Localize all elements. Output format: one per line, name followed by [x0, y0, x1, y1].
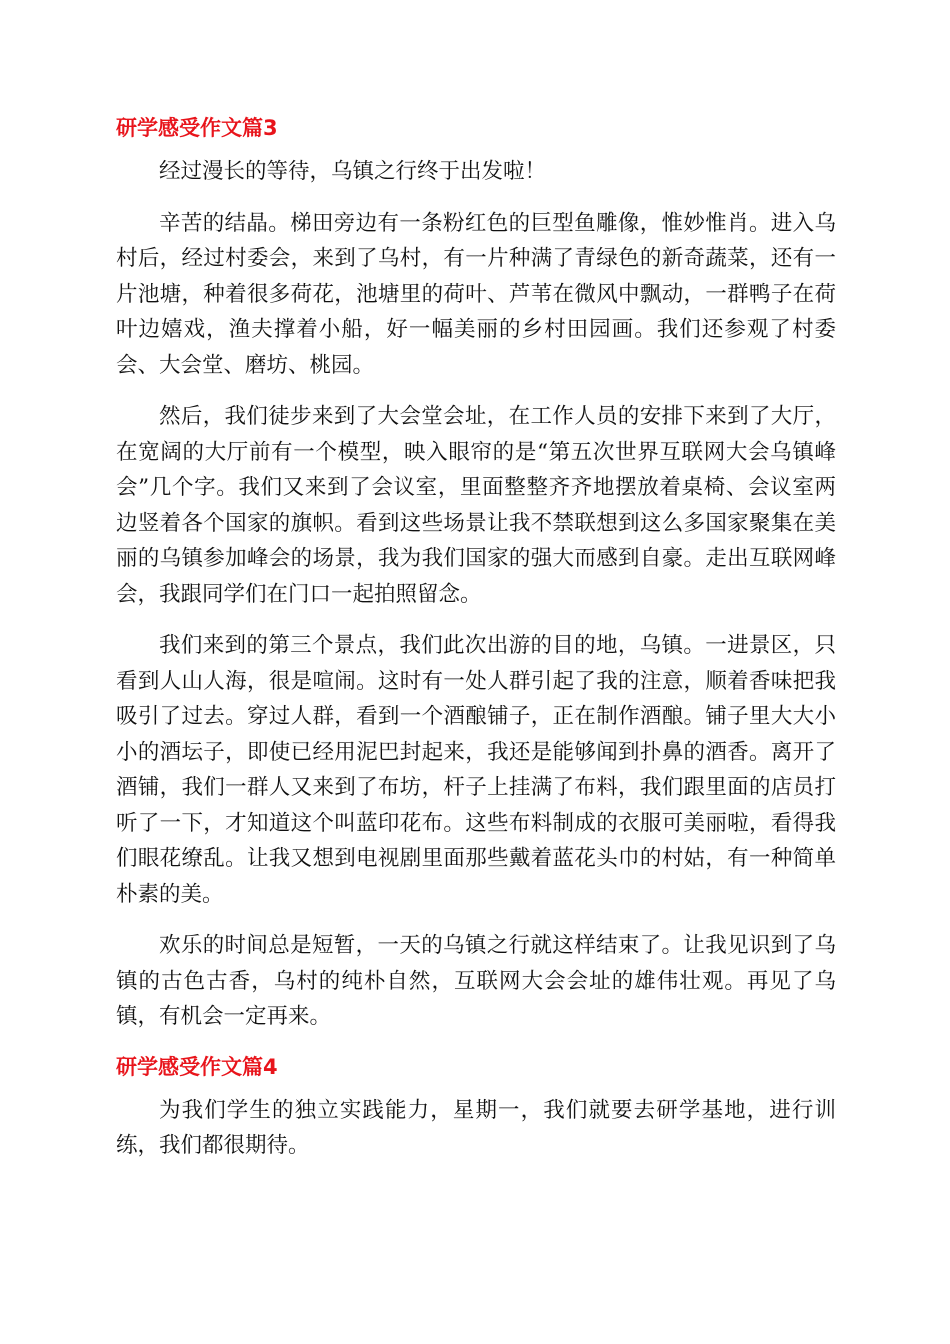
section-3-paragraph-1: 经过漫长的等待，乌镇之行终于出发啦！ [159, 159, 547, 184]
section-3-paragraph-2: 辛苦的结晶。梯田旁边有一条粉红色的巨型鱼雕像，惟妙惟肖。进入乌村后，经过村委会，来到了乌村，有一片种满了青绿色的新奇蔬菜，还有一片池塘，种着很多荷花，池塘里的荷叶、芦苇在微风中飘动，一群鸭子在荷叶边嬉戏，渔夫撑着小船，好一幅美丽的乡村田园画。我们还参观了村委会、大会堂、磨坊、桃园。 [116, 210, 836, 378]
document-content [116, 112, 836, 1180]
section-4-paragraph-1: 为我们学生的独立实践能力，星期一，我们就要去研学基地，进行训练，我们都很期待。 [116, 1097, 836, 1158]
section-4-title: 研学感受作文篇4 [116, 1054, 278, 1079]
section-3-paragraph-5: 欢乐的时间总是短暂，一天的乌镇之行就这样结束了。让我见识到了乌镇的古色古香，乌村的纯朴自然，互联网大会会址的雄伟壮观。再见了乌镇，有机会一定再来。 [116, 933, 836, 1029]
section-3-paragraph-4: 我们来到的第三个景点，我们此次出游的目的地，乌镇。一进景区，只看到人山人海，很是喧闹。这时有一处人群引起了我的注意，顺着香味把我吸引了过去。穿过人群，看到一个酒酿铺子，正在制作酒酿。铺子里大大小小的酒坛子，即使已经用泥巴封起来，我还是能够闻到扑鼻的酒香。离开了酒铺，我们一群人又来到了布坊，杆子上挂满了布料，我们跟里面的店员打听了一下，才知道这个叫蓝印花布。这些布料制成的衣服可美丽啦，看得我们眼花缭乱。让我又想到电视剧里面那些戴着蓝花头巾的村姑，有一种简单朴素的美。 [116, 633, 836, 907]
section-3-paragraph-3: 然后，我们徒步来到了大会堂会址，在工作人员的安排下来到了大厅，在宽阔的大厅前有一个模型，映入眼帘的是“第五次世界互联网大会乌镇峰会”几个字。我们又来到了会议室，里面整整齐齐地摆放着桌椅、会议室两边竖着各个国家的旗帜。看到这些场景让我不禁联想到这么多国家聚集在美丽的乌镇参加峰会的场景，我为我们国家的强大而感到自豪。走出互联网峰会，我跟同学们在门口一起拍照留念。 [116, 404, 836, 607]
section-3-title: 研学感受作文篇3 [116, 116, 278, 140]
